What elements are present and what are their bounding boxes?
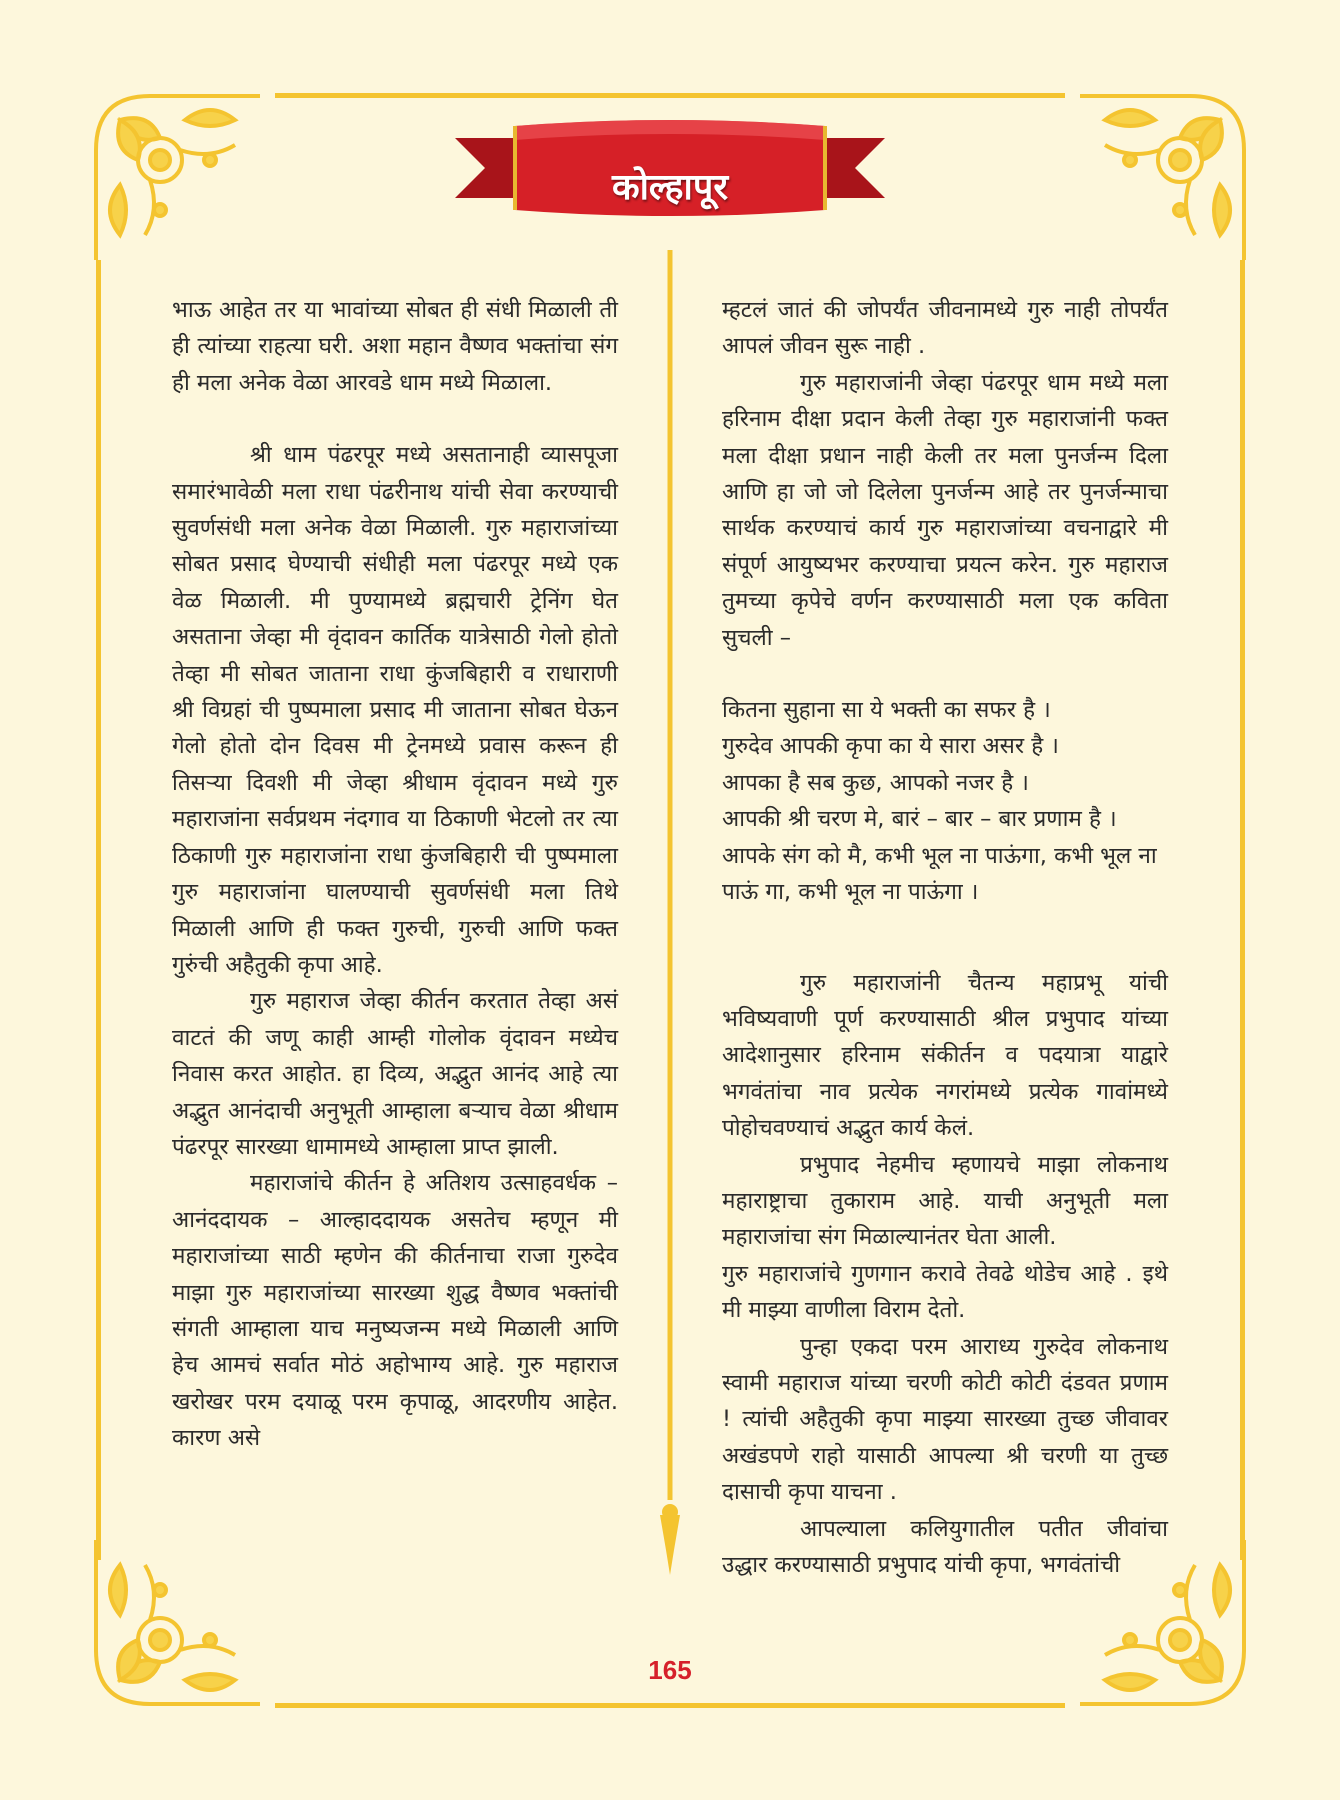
corner-ornament-icon xyxy=(1050,60,1280,290)
page-title: कोल्हापूर xyxy=(611,167,729,208)
corner-ornament-icon xyxy=(60,1510,290,1740)
paragraph: प्रभुपाद नेहमीच म्हणायचे माझा लोकनाथ महाराष्ट्राचा तुकाराम आहे. याची अनुभूती मला महाराजांचा संग मिळाल्यानंतर घेता आली. xyxy=(722,1151,1168,1251)
poem xyxy=(722,692,1168,910)
frame-right-line xyxy=(1240,260,1245,1560)
paragraph: पुन्हा एकदा परम आराध्य गुरुदेव लोकनाथ स्वामी महाराज यांच्या चरणी कोटी कोटी दंडवत प्रणाम ! त्यांची अहैतुकी कृपा माझ्या सारख्या तुच्छ जीवावर अखंडपणे राहो यासाठी आपल्या श्री चरणी या तुच्छ दासाची कृपा याचना . xyxy=(722,1333,1168,1506)
paragraph: म्हटलं जातं की जोपर्यंत जीवनामध्ये गुरु नाही तोपर्यंत आपलं जीवन सुरू नाही . xyxy=(722,297,1168,360)
paragraph: महाराजांचे कीर्तन हे अतिशय उत्साहवर्धक – आनंददायक – आल्हाददायक असतेच म्हणून मी महाराजांच्या साठी म्हणेन की कीर्तनाचा राजा गुरुदेव माझा गुरु महाराजांच्या सारख्या शुद्ध वैष्णव भक्तांची संगती आम्हाला याच मनुष्यजन्म मध्ये मिळाली आणि हेच आमचं सर्वात मोठं अहोभाग्य आहे. गुरु महाराज खरोखर परम दयाळू परम कृपाळू, आदरणीय आहेत. कारण असे xyxy=(172,1170,618,1452)
corner-ornament-icon xyxy=(60,60,290,290)
paragraph: श्री धाम पंढरपूर मध्ये असतानाही व्यासपूजा समारंभावेळी मला राधा पंढरीनाथ यांची सेवा करण्याची सुवर्णसंधी मला अनेक वेळा मिळाली. गुरु महाराजांच्या सोबत प्रसाद घेण्याची संधीही मला पंढरपूर मध्ये एक वेळ मिळाली. मी पुण्यामध्ये ब्रह्मचारी ट्रेनिंग घेत असताना जेव्हा मी वृंदावन कार्तिक यात्रेसाठी गेलो होतो तेव्हा मी सोबत जाताना राधा कुंजबिहारी व राधाराणी श्री विग्रहां ची पुष्पमाला प्रसाद मी जाताना सोबत घेऊन गेलो होतो दोन दिवस मी ट्रेनमध्ये प्रवास करून ही तिसऱ्या दिवशी मी जेव्हा श्रीधाम वृंदावन मध्ये गुरु महाराजांना सर्वप्रथम नंदगाव या ठिकाणी भेटलो तर त्या ठिकाणी गुरु महाराजांना राधा कुंजबिहारी ची पुष्पमाला गुरु महाराजांना घालण्याची सुवर्णसंधी मला तिथे मिळाली आणि ही फक्त गुरुची, गुरुची आणि फक्त गुरुंची अहैतुकी कृपा आहे. xyxy=(172,442,618,978)
paragraph: गुरु महाराज जेव्हा कीर्तन करतात तेव्हा असं वाटतं की जणू काही आम्ही गोलोक वृंदावन मध्येच निवास करत आहोत. हा दिव्य, अद्भुत आनंद आहे त्या अद्भुत आनंदाची अनुभूती आम्हाला बऱ्याच वेळा श्रीधाम पंढरपूर सारख्या धामामध्ये आम्हाला प्राप्त झाली. xyxy=(172,988,618,1160)
frame-top-line xyxy=(275,93,1065,98)
page-number: 165 xyxy=(648,1655,692,1685)
frame-bottom-line xyxy=(275,1703,1065,1708)
frame-left-line xyxy=(96,260,101,1560)
right-column xyxy=(722,292,1168,1583)
paragraph: गुरु महाराजांनी जेव्हा पंढरपूर धाम मध्ये मला हरिनाम दीक्षा प्रदान केली तेव्हा गुरु महाराजांनी फक्त मला दीक्षा प्रधान नाही केली तर मला पुनर्जन्म दिला आणि हा जो जो दिलेला पुनर्जन्म आहे तर पुनर्जन्माचा सार्थक करण्याचं कार्य गुरु महाराजांच्या वचनाद्वारे मी संपूर्ण आयुष्यभर करण्याचा प्रयत्न करेन. गुरु महाराज तुमच्या कृपेचे वर्णन करण्यासाठी मला एक कविता सुचली – xyxy=(722,369,1168,651)
paragraph: आपल्याला कलियुगातील पतीत जीवांचा उद्धार करण्यासाठी प्रभुपाद यांची कृपा, भगवंतांची xyxy=(722,1515,1168,1578)
paragraph: भाऊ आहेत तर या भावांच्या सोबत ही संधी मिळाली ती ही त्यांच्या राहत्या घरी. अशा महान वैष्णव भक्तांचा संग ही मला अनेक वेळा आरवडे धाम मध्ये मिळाला. xyxy=(172,297,618,396)
poem-line: आपकी श्री चरण मे, बारं – बार – बार प्रणाम है । xyxy=(722,806,1117,833)
poem-line: गुरुदेव आपकी कृपा का ये सारा असर है । xyxy=(722,733,1059,760)
poem-line: आपके संग को मै, कभी भूल ना पाऊंगा, कभी भूल ना पाऊं गा, कभी भूल ना पाऊंगा । xyxy=(722,842,1157,906)
paragraph: गुरु महाराजांनी चैतन्य महाप्रभू यांची भविष्यवाणी पूर्ण करण्यासाठी श्रील प्रभुपाद यांच्या आदेशानुसार हरिनाम संकीर्तन व पदयात्रा याद्वारे भगवंतांचा नाव प्रत्येक नगरांमध्ये प्रत्येक गावांमध्ये पोहोचवण्याचं अद्भुत कार्य केलं. xyxy=(722,969,1168,1142)
left-column xyxy=(172,292,618,1457)
paragraph: गुरु महाराजांचे गुणगान करावे तेवढे थोडेच आहे . इथे मी माझ्या वाणीला विराम देतो. xyxy=(722,1260,1168,1324)
poem-line: कितना सुहाना सा ये भक्ती का सफर है । xyxy=(722,697,1051,724)
poem-line: आपका है सब कुछ, आपको नजर है । xyxy=(722,769,1029,796)
column-divider xyxy=(656,250,684,1580)
